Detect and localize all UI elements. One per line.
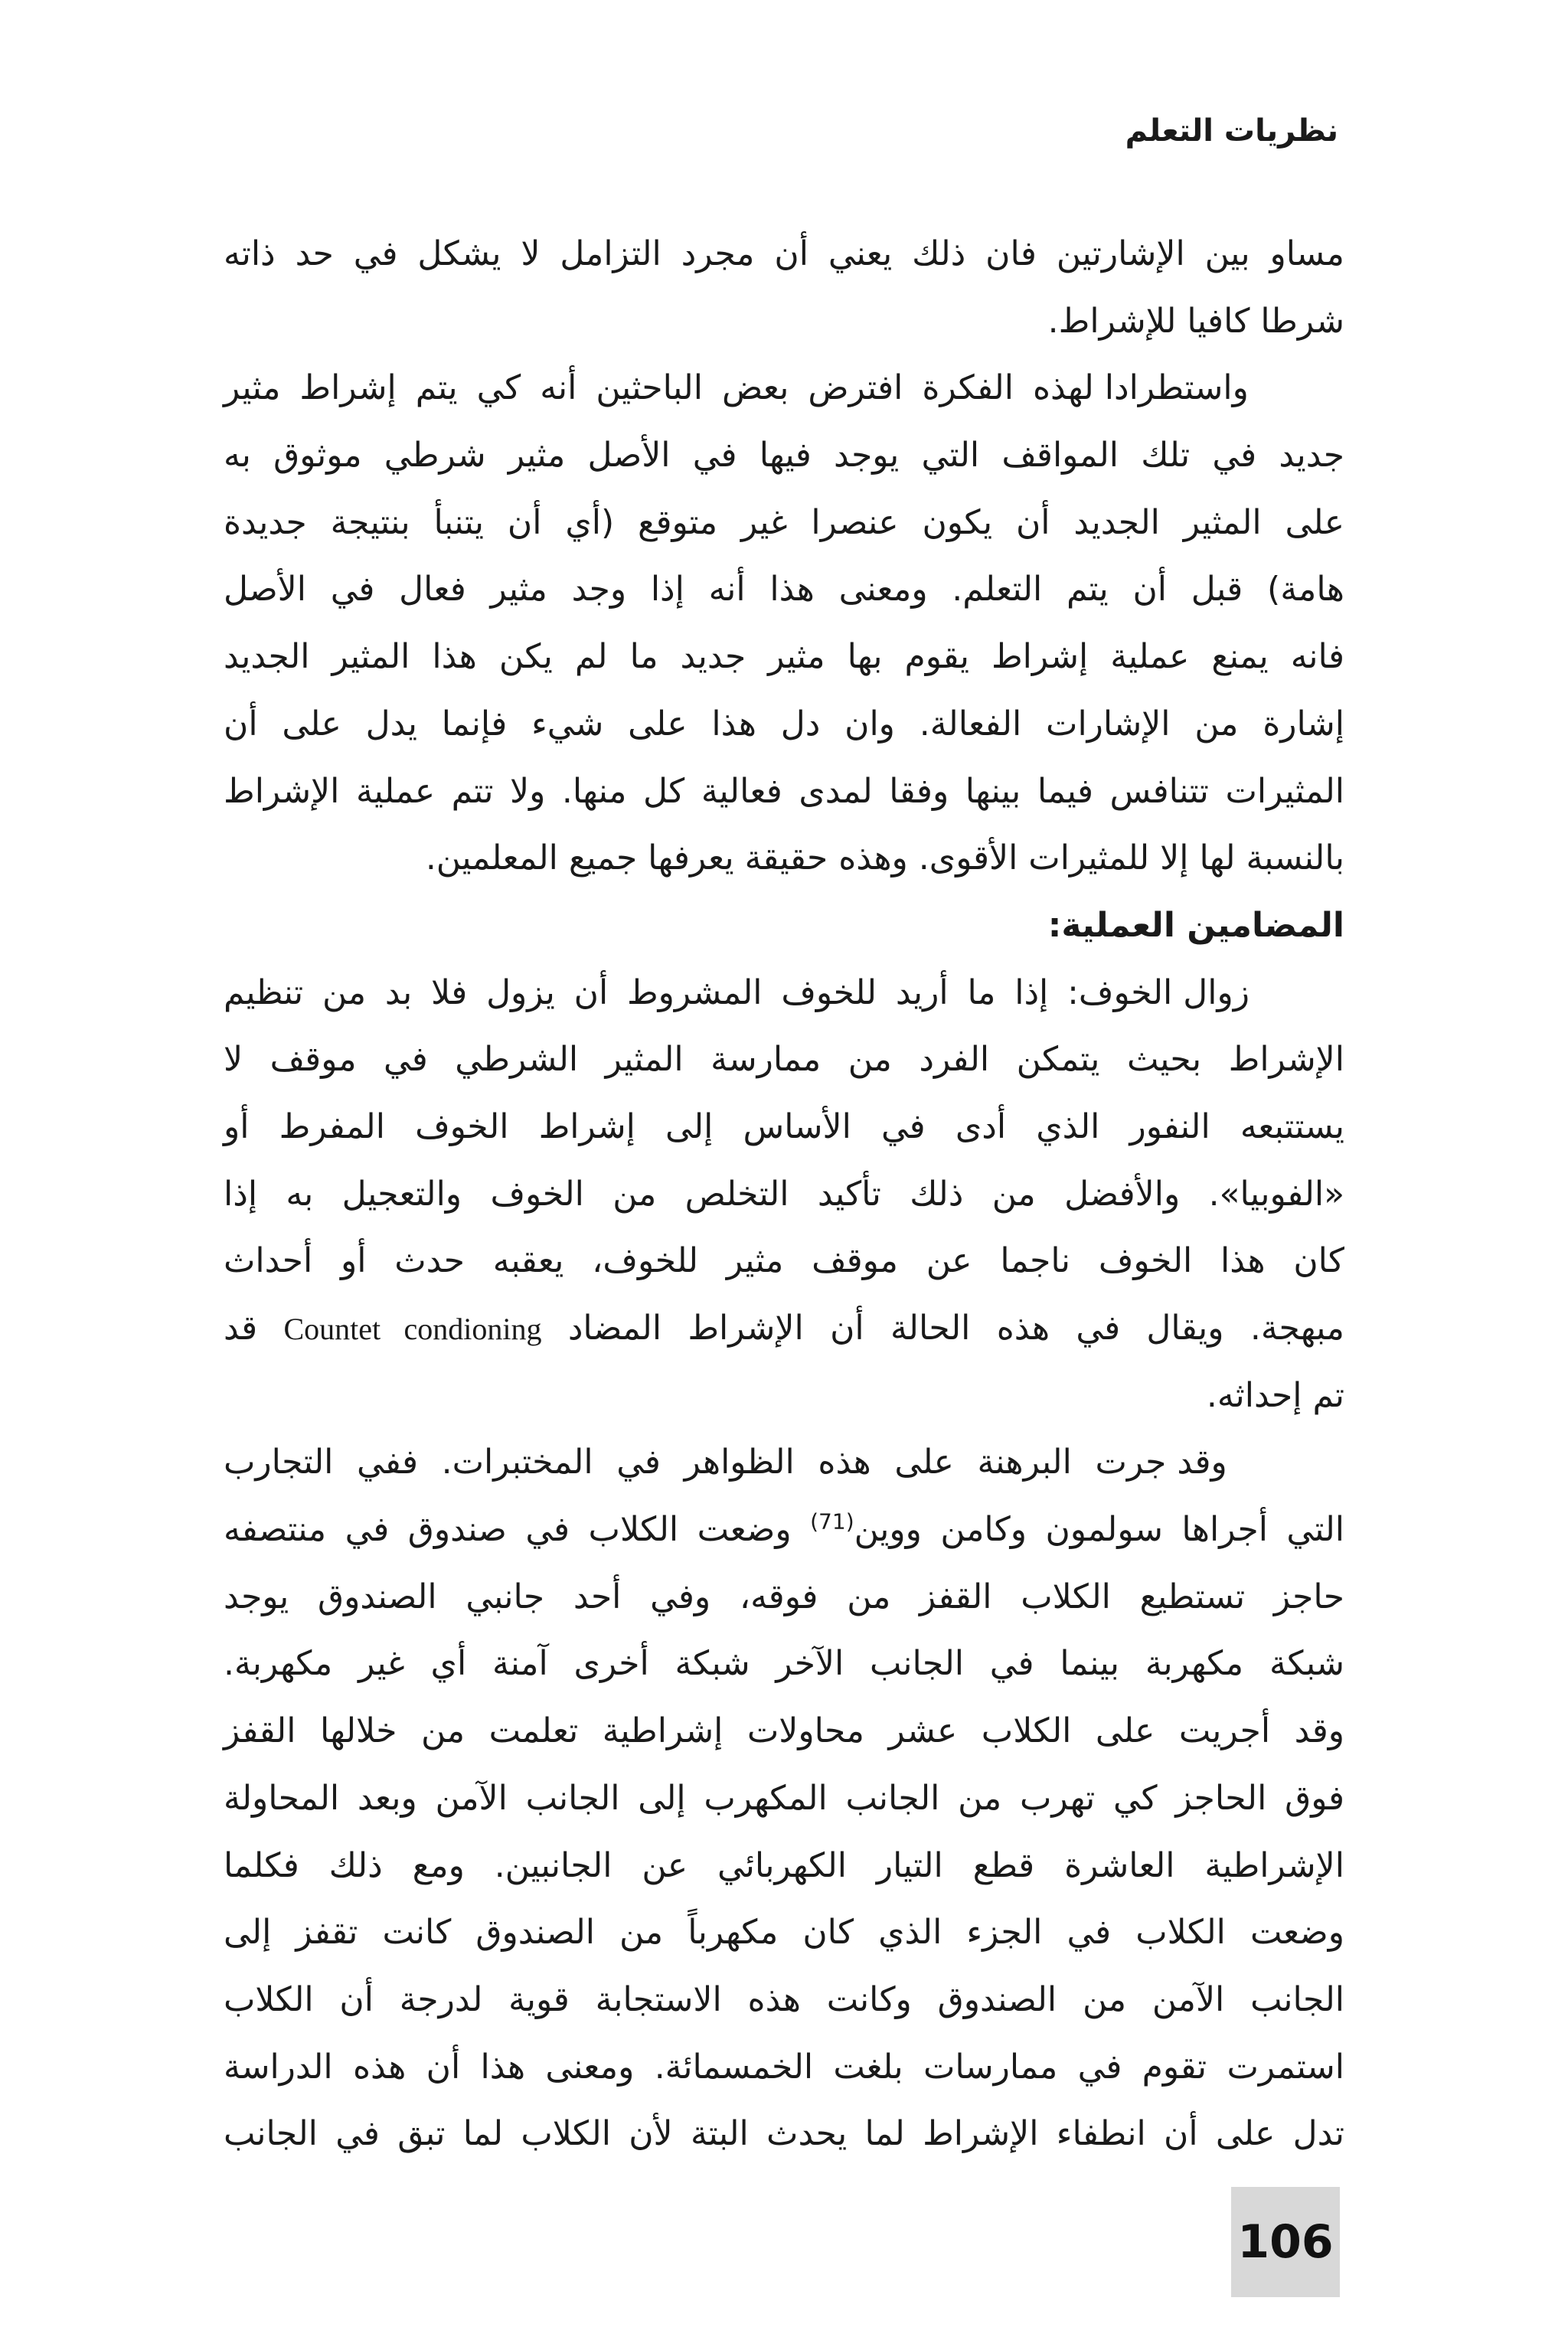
paragraph-first-line	[224, 355, 1344, 422]
text-line: تدل على أن انطفاء الإشراط لما يحدث البتة لأن الكلاب لما تبق في الجانب	[224, 2114, 1344, 2154]
text-line: هامة) قبل أن يتم التعلم. ومعنى هذا أنه إذا وجد مثير فعال في الأصل	[224, 570, 1344, 610]
text-line: واستطرادا لهذه الفكرة افترض بعض الباحثين أنه كي يتم إشراط مثير	[224, 368, 1249, 408]
text-segment: التي أجراها سولمون وكامن ووين	[854, 1510, 1344, 1550]
text-line: جديد في تلك المواقف التي يوجد فيها في الأصل مثير شرطي موثوق به	[224, 436, 1344, 476]
text-line: تم إحداثه.	[1206, 1375, 1344, 1415]
body-text	[224, 221, 1344, 2168]
text-line: وقد جرت البرهنة على هذه الظواهر في المختبرات. ففي التجارب	[224, 1443, 1227, 1482]
text-line: زوال الخوف: إذا ما أريد للخوف المشروط أن يزول فلا بد من تنظيم	[224, 972, 1250, 1012]
text-line: الإشراط بحيث يتمكن الفرد من ممارسة المثير الشرطي في موقف لا	[224, 1040, 1344, 1080]
text-line: مساو بين الإشارتين فان ذلك يعني أن مجرد التزامل لا يشكل في حد ذاته	[224, 234, 1344, 273]
text-line: حاجز تستطيع الكلاب القفز من فوقه، وفي أحد جانبي الصندوق يوجد	[224, 1577, 1344, 1616]
paragraph-indent	[1250, 973, 1344, 1012]
text-line: شرطا كافيا للإشراط.	[1047, 301, 1344, 341]
paragraph-indent	[1249, 368, 1344, 407]
text-line: كان هذا الخوف ناجما عن موقف مثير للخوف، يعقبه حدث أو أحداث	[224, 1241, 1344, 1281]
page-number: 106	[1237, 2215, 1334, 2269]
text-line-with-latin	[224, 1295, 1344, 1362]
text-line: وضعت الكلاب في الجزء الذي كان مكهرباً من الصندوق كانت تقفز إلى	[224, 1913, 1344, 1953]
text-segment: قد	[224, 1309, 258, 1348]
text-segment: مبهجة. ويقال في هذه الحالة أن الإشراط المضاد	[567, 1309, 1344, 1348]
paragraph-indent	[1227, 1443, 1344, 1482]
text-line: استمرت تقوم في ممارسات بلغت الخمسمائة. ومعنى هذا أن هذه الدراسة	[224, 2047, 1344, 2087]
paragraph-first-line	[224, 959, 1344, 1027]
text-line: فوق الحاجز كي تهرب من الجانب المكهرب إلى الجانب الآمن وبعد المحاولة	[224, 1778, 1344, 1818]
text-line-with-footnote	[224, 1496, 1344, 1564]
footnote-reference: (71)	[810, 1508, 854, 1535]
text-segment: وضعت الكلاب في صندوق في منتصفه	[224, 1510, 792, 1550]
text-line: على المثير الجديد أن يكون عنصرا غير متوقع (أي أن يتنبأ بنتيجة جديدة	[224, 502, 1344, 542]
text-line: المثيرات تتنافس فيما بينها وفقا لمدى فعالية كل منها. ولا تتم عملية الإشراط	[224, 771, 1344, 811]
latin-term: Countet condioning	[283, 1312, 542, 1346]
text-line: «الفوبيا». والأفضل من ذلك تأكيد التخلص من الخوف والتعجيل به إذا	[224, 1174, 1344, 1214]
text-line: فانه يمنع عملية إشراط يقوم بها مثير جديد ما لم يكن هذا المثير الجديد	[224, 637, 1344, 677]
running-header: نظريات التعلم	[1125, 113, 1338, 149]
page-number-box	[1231, 2187, 1340, 2297]
text-line: بالنسبة لها إلا للمثيرات الأقوى. وهذه حقيقة يعرفها جميع المعلمين.	[425, 838, 1344, 878]
text-line: إشارة من الإشارات الفعالة. وان دل هذا على شيء فإنما يدل على أن	[224, 704, 1344, 744]
text-line: وقد أجريت على الكلاب عشر محاولات إشراطية تعلمت من خلالها القفز	[224, 1711, 1344, 1751]
text-line: الإشراطية العاشرة قطع التيار الكهربائي عن الجانبين. ومع ذلك فكلما	[224, 1845, 1344, 1885]
text-line: يستتبعه النفور الذي أدى في الأساس إلى إشراط الخوف المفرط أو	[224, 1106, 1344, 1146]
paragraph-first-line	[224, 1429, 1344, 1496]
text-line: شبكة مكهربة بينما في الجانب الآخر شبكة أخرى آمنة أي غير مكهربة.	[224, 1644, 1344, 1684]
section-heading: المضامين العملية:	[1047, 905, 1344, 945]
text-line: الجانب الآمن من الصندوق وكانت هذه الاستجابة قوية لدرجة أن الكلاب	[224, 1979, 1344, 2019]
